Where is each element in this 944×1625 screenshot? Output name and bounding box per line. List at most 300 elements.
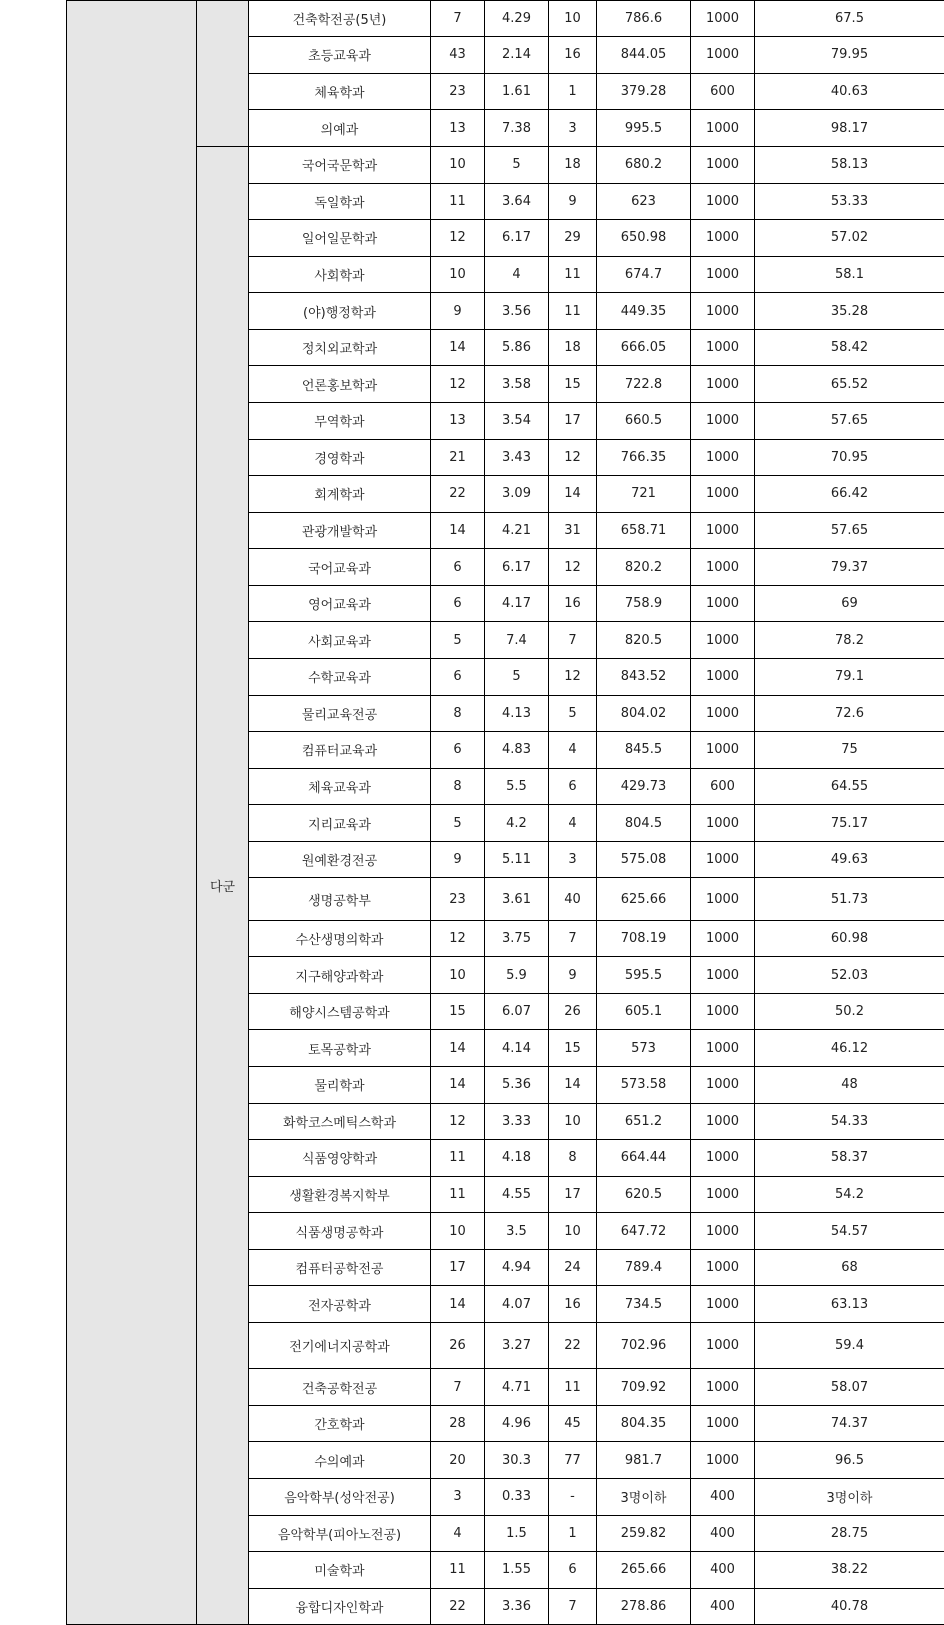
- full-score-value: 1000: [691, 256, 755, 293]
- full-score-value: 600: [691, 768, 755, 805]
- full-score-value: 1000: [691, 841, 755, 878]
- competition-rate-value: 4.17: [485, 585, 549, 622]
- department-name: 정치외교학과: [249, 329, 431, 366]
- converted-score-value: 58.07: [755, 1369, 944, 1406]
- score-value: 674.7: [597, 256, 691, 293]
- competition-rate-value: 3.36: [485, 1588, 549, 1625]
- converted-score-value: 75: [755, 732, 944, 769]
- converted-score-value: 58.13: [755, 146, 944, 183]
- table-container: [66, 0, 944, 1625]
- converted-score-value: 46.12: [755, 1030, 944, 1067]
- additional-pass-value: 5: [549, 695, 597, 732]
- full-score-value: 1000: [691, 1103, 755, 1140]
- competition-rate-value: 3.5: [485, 1213, 549, 1250]
- quota-value: 6: [431, 585, 485, 622]
- department-name: 간호학과: [249, 1405, 431, 1442]
- converted-score-value: 3명이하: [755, 1479, 944, 1516]
- additional-pass-value: 26: [549, 993, 597, 1030]
- additional-pass-value: 3: [549, 841, 597, 878]
- converted-score-value: 64.55: [755, 768, 944, 805]
- additional-pass-value: 3: [549, 110, 597, 147]
- additional-pass-value: 7: [549, 622, 597, 659]
- full-score-value: 1000: [691, 220, 755, 257]
- additional-pass-value: 8: [549, 1140, 597, 1177]
- score-value: 702.96: [597, 1323, 691, 1369]
- converted-score-value: 57.65: [755, 402, 944, 439]
- converted-score-value: 52.03: [755, 957, 944, 994]
- competition-rate-value: 3.56: [485, 293, 549, 330]
- quota-value: 6: [431, 659, 485, 696]
- score-value: 647.72: [597, 1213, 691, 1250]
- converted-score-value: 53.33: [755, 183, 944, 220]
- competition-rate-value: 4.55: [485, 1176, 549, 1213]
- admission-results-table: [66, 0, 944, 1625]
- competition-rate-value: 3.43: [485, 439, 549, 476]
- full-score-value: 1000: [691, 957, 755, 994]
- competition-rate-value: 5.36: [485, 1067, 549, 1104]
- quota-value: 15: [431, 993, 485, 1030]
- full-score-value: 1000: [691, 293, 755, 330]
- department-name: 물리교육전공: [249, 695, 431, 732]
- quota-value: 5: [431, 805, 485, 842]
- full-score-value: 1000: [691, 585, 755, 622]
- additional-pass-value: 4: [549, 732, 597, 769]
- additional-pass-value: 24: [549, 1249, 597, 1286]
- additional-pass-value: 15: [549, 1030, 597, 1067]
- department-name: 건축공학전공: [249, 1369, 431, 1406]
- department-name: 체육교육과: [249, 768, 431, 805]
- converted-score-value: 57.65: [755, 512, 944, 549]
- competition-rate-value: 4.07: [485, 1286, 549, 1323]
- score-value: 265.66: [597, 1552, 691, 1589]
- full-score-value: 1000: [691, 1213, 755, 1250]
- additional-pass-value: 77: [549, 1442, 597, 1479]
- score-value: 843.52: [597, 659, 691, 696]
- competition-rate-value: 30.3: [485, 1442, 549, 1479]
- quota-value: 12: [431, 920, 485, 957]
- table-row: [67, 146, 944, 183]
- converted-score-value: 75.17: [755, 805, 944, 842]
- quota-value: 5: [431, 622, 485, 659]
- department-name: 수의예과: [249, 1442, 431, 1479]
- competition-rate-value: 5: [485, 146, 549, 183]
- score-value: 278.86: [597, 1588, 691, 1625]
- full-score-value: 1000: [691, 1286, 755, 1323]
- additional-pass-value: 11: [549, 256, 597, 293]
- full-score-value: 1000: [691, 146, 755, 183]
- full-score-value: 1000: [691, 732, 755, 769]
- additional-pass-value: -: [549, 1479, 597, 1516]
- competition-rate-value: 5.5: [485, 768, 549, 805]
- quota-value: 10: [431, 957, 485, 994]
- score-value: 575.08: [597, 841, 691, 878]
- quota-value: 20: [431, 1442, 485, 1479]
- additional-pass-value: 18: [549, 329, 597, 366]
- quota-value: 26: [431, 1323, 485, 1369]
- department-name: 수학교육과: [249, 659, 431, 696]
- quota-value: 9: [431, 841, 485, 878]
- competition-rate-value: 4.94: [485, 1249, 549, 1286]
- converted-score-value: 58.1: [755, 256, 944, 293]
- converted-score-value: 72.6: [755, 695, 944, 732]
- score-value: 804.5: [597, 805, 691, 842]
- score-value: 379.28: [597, 73, 691, 110]
- competition-rate-value: 6.17: [485, 220, 549, 257]
- full-score-value: 400: [691, 1588, 755, 1625]
- converted-score-value: 74.37: [755, 1405, 944, 1442]
- competition-rate-value: 5.86: [485, 329, 549, 366]
- department-name: 경영학과: [249, 439, 431, 476]
- converted-score-value: 57.02: [755, 220, 944, 257]
- full-score-value: 1000: [691, 1442, 755, 1479]
- additional-pass-value: 9: [549, 957, 597, 994]
- full-score-value: 1000: [691, 1067, 755, 1104]
- competition-rate-value: 1.55: [485, 1552, 549, 1589]
- additional-pass-value: 6: [549, 1552, 597, 1589]
- score-value: 658.71: [597, 512, 691, 549]
- quota-value: 10: [431, 146, 485, 183]
- department-name: 독일학과: [249, 183, 431, 220]
- additional-pass-value: 31: [549, 512, 597, 549]
- table-row: [67, 1, 944, 37]
- additional-pass-value: 16: [549, 585, 597, 622]
- converted-score-value: 59.4: [755, 1323, 944, 1369]
- department-name: 식품생명공학과: [249, 1213, 431, 1250]
- additional-pass-value: 10: [549, 1103, 597, 1140]
- quota-value: 13: [431, 110, 485, 147]
- quota-value: 8: [431, 768, 485, 805]
- competition-rate-value: 4.2: [485, 805, 549, 842]
- additional-pass-value: 29: [549, 220, 597, 257]
- converted-score-value: 48: [755, 1067, 944, 1104]
- additional-pass-value: 1: [549, 1515, 597, 1552]
- department-name: 초등교육과: [249, 37, 431, 74]
- full-score-value: 1000: [691, 1249, 755, 1286]
- score-value: 650.98: [597, 220, 691, 257]
- competition-rate-value: 4.96: [485, 1405, 549, 1442]
- category-column-cell: [67, 1, 197, 1625]
- converted-score-value: 40.78: [755, 1588, 944, 1625]
- competition-rate-value: 0.33: [485, 1479, 549, 1516]
- full-score-value: 1000: [691, 37, 755, 74]
- converted-score-value: 58.37: [755, 1140, 944, 1177]
- converted-score-value: 68: [755, 1249, 944, 1286]
- additional-pass-value: 1: [549, 73, 597, 110]
- converted-score-value: 40.63: [755, 73, 944, 110]
- full-score-value: 1000: [691, 1176, 755, 1213]
- full-score-value: 1000: [691, 366, 755, 403]
- department-name: 건축학전공(5년): [249, 1, 431, 37]
- competition-rate-value: 3.27: [485, 1323, 549, 1369]
- quota-value: 10: [431, 1213, 485, 1250]
- competition-rate-value: 5.9: [485, 957, 549, 994]
- score-value: 995.5: [597, 110, 691, 147]
- score-value: 789.4: [597, 1249, 691, 1286]
- converted-score-value: 54.2: [755, 1176, 944, 1213]
- full-score-value: 1000: [691, 476, 755, 513]
- competition-rate-value: 5.11: [485, 841, 549, 878]
- score-value: 449.35: [597, 293, 691, 330]
- converted-score-value: 79.95: [755, 37, 944, 74]
- score-value: 573: [597, 1030, 691, 1067]
- competition-rate-value: 4.71: [485, 1369, 549, 1406]
- department-name: (야)행정학과: [249, 293, 431, 330]
- additional-pass-value: 11: [549, 1369, 597, 1406]
- group-cell: [197, 1, 249, 147]
- additional-pass-value: 9: [549, 183, 597, 220]
- department-name: 전기에너지공학과: [249, 1323, 431, 1369]
- score-value: 804.35: [597, 1405, 691, 1442]
- converted-score-value: 51.73: [755, 878, 944, 920]
- quota-value: 14: [431, 1067, 485, 1104]
- full-score-value: 1000: [691, 805, 755, 842]
- quota-value: 8: [431, 695, 485, 732]
- additional-pass-value: 15: [549, 366, 597, 403]
- quota-value: 6: [431, 732, 485, 769]
- full-score-value: 600: [691, 73, 755, 110]
- additional-pass-value: 6: [549, 768, 597, 805]
- quota-value: 11: [431, 183, 485, 220]
- competition-rate-value: 5: [485, 659, 549, 696]
- department-name: 음악학부(피아노전공): [249, 1515, 431, 1552]
- score-value: 766.35: [597, 439, 691, 476]
- quota-value: 14: [431, 1030, 485, 1067]
- competition-rate-value: 3.54: [485, 402, 549, 439]
- department-name: 해양시스템공학과: [249, 993, 431, 1030]
- competition-rate-value: 6.17: [485, 549, 549, 586]
- score-value: 666.05: [597, 329, 691, 366]
- full-score-value: 1000: [691, 993, 755, 1030]
- converted-score-value: 70.95: [755, 439, 944, 476]
- score-value: 605.1: [597, 993, 691, 1030]
- department-name: 언론홍보학과: [249, 366, 431, 403]
- department-name: 토목공학과: [249, 1030, 431, 1067]
- department-name: 국어교육과: [249, 549, 431, 586]
- score-value: 820.2: [597, 549, 691, 586]
- department-name: 관광개발학과: [249, 512, 431, 549]
- score-value: 820.5: [597, 622, 691, 659]
- score-value: 981.7: [597, 1442, 691, 1479]
- department-name: 원예환경전공: [249, 841, 431, 878]
- converted-score-value: 98.17: [755, 110, 944, 147]
- additional-pass-value: 14: [549, 476, 597, 513]
- department-name: 국어국문학과: [249, 146, 431, 183]
- additional-pass-value: 18: [549, 146, 597, 183]
- additional-pass-value: 14: [549, 1067, 597, 1104]
- competition-rate-value: 3.61: [485, 878, 549, 920]
- department-name: 수산생명의학과: [249, 920, 431, 957]
- quota-value: 12: [431, 220, 485, 257]
- department-name: 융합디자인학과: [249, 1588, 431, 1625]
- quota-value: 22: [431, 476, 485, 513]
- department-name: 컴퓨터공학전공: [249, 1249, 431, 1286]
- converted-score-value: 38.22: [755, 1552, 944, 1589]
- department-name: 미술학과: [249, 1552, 431, 1589]
- full-score-value: 1000: [691, 1405, 755, 1442]
- converted-score-value: 96.5: [755, 1442, 944, 1479]
- full-score-value: 1000: [691, 1323, 755, 1369]
- quota-value: 28: [431, 1405, 485, 1442]
- competition-rate-value: 4.14: [485, 1030, 549, 1067]
- quota-value: 14: [431, 512, 485, 549]
- score-value: 709.92: [597, 1369, 691, 1406]
- quota-value: 11: [431, 1176, 485, 1213]
- additional-pass-value: 12: [549, 439, 597, 476]
- competition-rate-value: 4.13: [485, 695, 549, 732]
- additional-pass-value: 7: [549, 920, 597, 957]
- score-value: 620.5: [597, 1176, 691, 1213]
- competition-rate-value: 7.4: [485, 622, 549, 659]
- additional-pass-value: 12: [549, 659, 597, 696]
- department-name: 컴퓨터교육과: [249, 732, 431, 769]
- competition-rate-value: 4.83: [485, 732, 549, 769]
- score-value: 680.2: [597, 146, 691, 183]
- score-value: 660.5: [597, 402, 691, 439]
- quota-value: 3: [431, 1479, 485, 1516]
- competition-rate-value: 3.09: [485, 476, 549, 513]
- converted-score-value: 63.13: [755, 1286, 944, 1323]
- converted-score-value: 49.63: [755, 841, 944, 878]
- additional-pass-value: 11: [549, 293, 597, 330]
- competition-rate-value: 1.61: [485, 73, 549, 110]
- score-value: 625.66: [597, 878, 691, 920]
- score-value: 804.02: [597, 695, 691, 732]
- quota-value: 11: [431, 1140, 485, 1177]
- converted-score-value: 28.75: [755, 1515, 944, 1552]
- full-score-value: 1000: [691, 1030, 755, 1067]
- quota-value: 7: [431, 1, 485, 37]
- department-name: 일어일문학과: [249, 220, 431, 257]
- quota-value: 17: [431, 1249, 485, 1286]
- full-score-value: 1000: [691, 1, 755, 37]
- converted-score-value: 54.57: [755, 1213, 944, 1250]
- full-score-value: 1000: [691, 402, 755, 439]
- converted-score-value: 54.33: [755, 1103, 944, 1140]
- department-name: 지구해양과학과: [249, 957, 431, 994]
- full-score-value: 400: [691, 1552, 755, 1589]
- full-score-value: 1000: [691, 439, 755, 476]
- score-value: 651.2: [597, 1103, 691, 1140]
- quota-value: 23: [431, 878, 485, 920]
- converted-score-value: 60.98: [755, 920, 944, 957]
- competition-rate-value: 4.21: [485, 512, 549, 549]
- full-score-value: 1000: [691, 920, 755, 957]
- score-value: 259.82: [597, 1515, 691, 1552]
- converted-score-value: 79.37: [755, 549, 944, 586]
- quota-value: 11: [431, 1552, 485, 1589]
- department-name: 화학코스메틱스학과: [249, 1103, 431, 1140]
- converted-score-value: 69: [755, 585, 944, 622]
- department-name: 영어교육과: [249, 585, 431, 622]
- quota-value: 43: [431, 37, 485, 74]
- score-value: 722.8: [597, 366, 691, 403]
- score-value: 623: [597, 183, 691, 220]
- department-name: 무역학과: [249, 402, 431, 439]
- quota-value: 12: [431, 366, 485, 403]
- converted-score-value: 67.5: [755, 1, 944, 37]
- score-value: 708.19: [597, 920, 691, 957]
- additional-pass-value: 10: [549, 1213, 597, 1250]
- quota-value: 7: [431, 1369, 485, 1406]
- score-value: 573.58: [597, 1067, 691, 1104]
- department-name: 의예과: [249, 110, 431, 147]
- full-score-value: 1000: [691, 329, 755, 366]
- department-name: 전자공학과: [249, 1286, 431, 1323]
- quota-value: 4: [431, 1515, 485, 1552]
- score-value: 758.9: [597, 585, 691, 622]
- full-score-value: 1000: [691, 549, 755, 586]
- full-score-value: 1000: [691, 878, 755, 920]
- competition-rate-value: 4.29: [485, 1, 549, 37]
- quota-value: 13: [431, 402, 485, 439]
- department-name: 지리교육과: [249, 805, 431, 842]
- additional-pass-value: 16: [549, 1286, 597, 1323]
- full-score-value: 1000: [691, 183, 755, 220]
- score-value: 734.5: [597, 1286, 691, 1323]
- group-cell: 다군: [197, 146, 249, 1624]
- score-value: 844.05: [597, 37, 691, 74]
- additional-pass-value: 45: [549, 1405, 597, 1442]
- competition-rate-value: 3.64: [485, 183, 549, 220]
- full-score-value: 1000: [691, 659, 755, 696]
- additional-pass-value: 40: [549, 878, 597, 920]
- competition-rate-value: 4: [485, 256, 549, 293]
- quota-value: 14: [431, 329, 485, 366]
- additional-pass-value: 22: [549, 1323, 597, 1369]
- converted-score-value: 50.2: [755, 993, 944, 1030]
- department-name: 체육학과: [249, 73, 431, 110]
- full-score-value: 400: [691, 1515, 755, 1552]
- converted-score-value: 35.28: [755, 293, 944, 330]
- score-value: 3명이하: [597, 1479, 691, 1516]
- department-name: 회계학과: [249, 476, 431, 513]
- department-name: 음악학부(성악전공): [249, 1479, 431, 1516]
- department-name: 생명공학부: [249, 878, 431, 920]
- full-score-value: 1000: [691, 110, 755, 147]
- quota-value: 22: [431, 1588, 485, 1625]
- department-name: 생활환경복지학부: [249, 1176, 431, 1213]
- additional-pass-value: 12: [549, 549, 597, 586]
- score-value: 721: [597, 476, 691, 513]
- converted-score-value: 58.42: [755, 329, 944, 366]
- quota-value: 21: [431, 439, 485, 476]
- quota-value: 6: [431, 549, 485, 586]
- score-value: 786.6: [597, 1, 691, 37]
- additional-pass-value: 17: [549, 1176, 597, 1213]
- department-name: 사회학과: [249, 256, 431, 293]
- quota-value: 10: [431, 256, 485, 293]
- score-value: 664.44: [597, 1140, 691, 1177]
- department-name: 식품영양학과: [249, 1140, 431, 1177]
- score-value: 429.73: [597, 768, 691, 805]
- additional-pass-value: 7: [549, 1588, 597, 1625]
- additional-pass-value: 4: [549, 805, 597, 842]
- full-score-value: 400: [691, 1479, 755, 1516]
- competition-rate-value: 3.75: [485, 920, 549, 957]
- full-score-value: 1000: [691, 695, 755, 732]
- table-body: [67, 1, 944, 1625]
- competition-rate-value: 6.07: [485, 993, 549, 1030]
- competition-rate-value: 2.14: [485, 37, 549, 74]
- competition-rate-value: 7.38: [485, 110, 549, 147]
- converted-score-value: 65.52: [755, 366, 944, 403]
- department-name: 사회교육과: [249, 622, 431, 659]
- additional-pass-value: 16: [549, 37, 597, 74]
- competition-rate-value: 1.5: [485, 1515, 549, 1552]
- quota-value: 23: [431, 73, 485, 110]
- converted-score-value: 78.2: [755, 622, 944, 659]
- competition-rate-value: 3.33: [485, 1103, 549, 1140]
